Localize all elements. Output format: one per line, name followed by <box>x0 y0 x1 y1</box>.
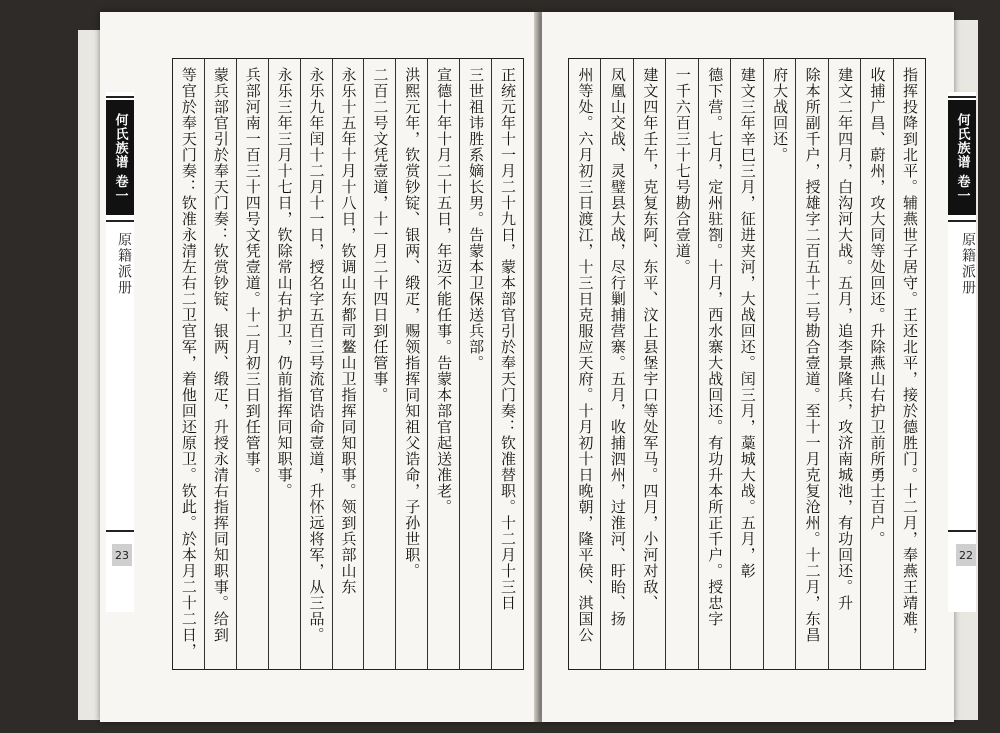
text-column: 洪熙元年，钦赏钞锭、银两、缎疋，赐领指挥同知祖父诰命，子孙世职。 <box>395 59 427 669</box>
text-column: 永乐三年三月十七日，钦除常山右护卫，仍前指挥同知职事。 <box>268 59 300 669</box>
margin-rule <box>106 220 134 222</box>
text-column: 建文三年辛巳三月，征进夹河，大战回还。闰三月，藁城大战。五月，彰 <box>730 59 762 669</box>
margin-rule <box>948 530 976 532</box>
text-column: 收捕广昌、蔚州，攻大同等处回还。升除燕山右护卫前所勇士百户。 <box>860 59 892 669</box>
page-number: 23 <box>112 544 132 566</box>
text-column: 凤凰山交战、灵璧县大战，尽行剿捕营寨。五月，收捕泗州，过淮河、盱眙、扬 <box>600 59 632 669</box>
margin-rule <box>106 530 134 532</box>
text-column: 永乐十五年十月十八日，钦调山东都司鳌山卫指挥同知职事。领到兵部山东 <box>332 59 364 669</box>
page-number: 22 <box>956 544 976 566</box>
text-column: 一千六百三十七号勘合壹道。 <box>665 59 697 669</box>
text-column: 永乐九年闰十二月十一日，授名字五百三号流官诰命壹道，升怀远将军，从三品。 <box>300 59 332 669</box>
book-title: 何氏族谱 卷一 <box>948 100 976 215</box>
text-column: 正统元年十一月二十九日，蒙本部官引於奉天门奏：钦准替职。十二月十三日 <box>491 59 523 669</box>
text-column: 州等处。六月初三日渡江，十三日克服应天府。十月初十日晚朝，隆平侯、淇国公 <box>576 67 595 643</box>
book-title: 何氏族谱 卷一 <box>106 100 134 215</box>
left-page <box>100 12 538 722</box>
margin-rule <box>948 220 976 222</box>
text-column: 府大战回还。 <box>763 59 795 669</box>
right-page <box>542 12 954 722</box>
text-column: 指挥投降到北平。辅燕世子居守。王还北平，接於德胜门。十二月，奉燕王靖难， <box>893 59 925 669</box>
text-column: 二百二号文凭壹道，十一月二十四日到任管事。 <box>363 59 395 669</box>
text-column: 宣德十年十月二十五日，年迈不能任事。告蒙本部官起送准老。 <box>427 59 459 669</box>
section-title: 原籍派册 <box>960 232 976 296</box>
text-column: 建文二年四月，白沟河大战。五月，追李景隆兵，攻济南城池，有功回还。升 <box>828 59 860 669</box>
margin-rule <box>106 96 134 98</box>
text-column: 德下营。七月，定州驻劄。十月，西水寨大战回还。有功升本所正千户。授忠字 <box>698 59 730 669</box>
right-text-columns <box>568 58 926 670</box>
text-column: 三世祖讳胜系嫡长男。告蒙本卫保送兵部。 <box>459 59 491 669</box>
text-column: 建文四年壬午，克复东阿、东平、汶上县堡宇口等处军马。四月，小河对敌、 <box>633 59 665 669</box>
section-title: 原籍派册 <box>116 232 132 296</box>
margin-rule <box>948 96 976 98</box>
text-column: 等官於奉天门奏：钦准永清左右二卫官军，着他回还原卫。钦此。於本月二十二日， <box>179 67 198 659</box>
left-text-columns <box>172 58 524 670</box>
text-column: 兵部河南一百三十四号文凭壹道。十二月初三日到任管事。 <box>236 59 268 669</box>
text-column: 蒙兵部官引於奉天门奏：钦赏钞锭、银两、缎疋，升授永清右指挥同知职事。给到 <box>204 59 236 669</box>
text-column: 除本所副千户，授雄字二百五十二号勘合壹道。至十一月克复沧州。十二月，东昌 <box>795 59 827 669</box>
